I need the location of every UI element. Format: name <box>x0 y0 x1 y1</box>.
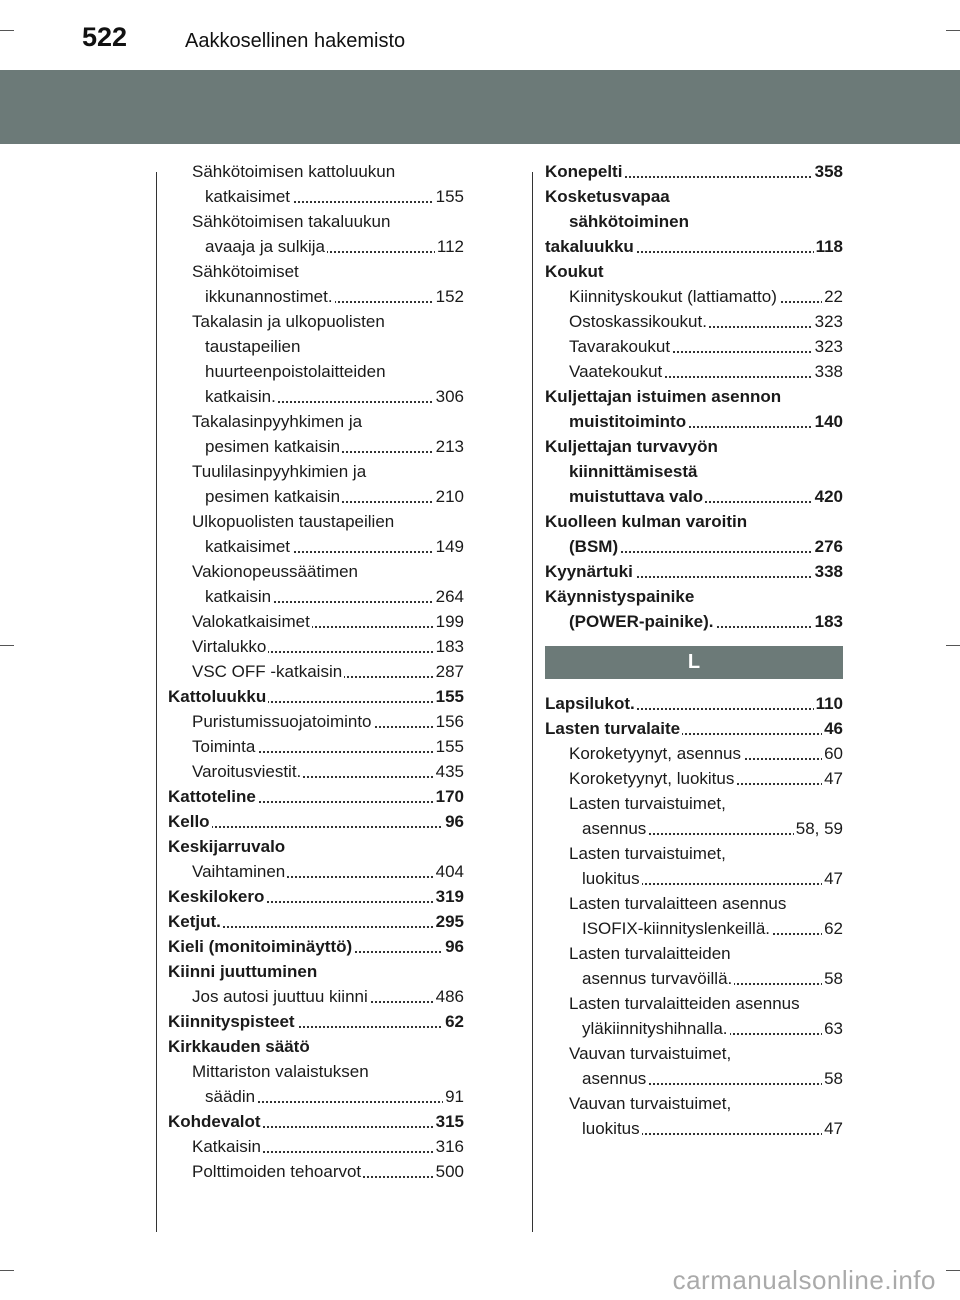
index-entry <box>205 234 464 259</box>
index-entry-label: Vakionopeussäätimen <box>192 562 359 581</box>
index-entry-label: pesimen katkaisin <box>205 487 341 506</box>
index-entry-page: 58 <box>822 1066 843 1091</box>
index-entry <box>168 1009 464 1034</box>
index-entry-label: Kattoteline <box>168 787 256 806</box>
index-entry-page: 183 <box>434 634 464 659</box>
index-entry-label: Kuljettajan istuimen asennon <box>545 387 782 406</box>
index-entry-page: 199 <box>434 609 464 634</box>
index-entry <box>205 534 464 559</box>
index-entry <box>569 284 843 309</box>
index-entry-page: 58, 59 <box>794 816 843 841</box>
index-entry-label: huurteenpoistolaitteiden <box>205 362 386 381</box>
index-entry <box>168 884 464 909</box>
index-entry-page: 47 <box>822 766 843 791</box>
index-entry-page: 155 <box>434 184 464 209</box>
index-group-k-continued <box>545 159 843 634</box>
right-divider <box>532 172 533 1232</box>
index-entry-label: Varoitusviestit. <box>192 762 302 781</box>
index-entry <box>569 484 843 509</box>
index-entry <box>168 1109 464 1134</box>
index-entry-page: 183 <box>813 609 843 634</box>
index-entry <box>192 859 464 884</box>
index-entry-label: Kiinni juuttuminen <box>168 962 318 981</box>
index-entry <box>168 934 464 959</box>
index-entry <box>192 209 464 234</box>
index-entry-page: 319 <box>434 884 464 909</box>
index-entry <box>168 834 464 859</box>
index-entry-page: 63 <box>822 1016 843 1041</box>
index-entry-page: 404 <box>434 859 464 884</box>
index-entry-page: 149 <box>434 534 464 559</box>
index-entry-label: katkaisimet <box>205 187 291 206</box>
index-entry-label: Sähkötoimisen kattoluukun <box>192 162 396 181</box>
index-entry-label: (POWER-painike). <box>569 612 714 631</box>
index-entry <box>192 159 464 184</box>
index-entry-label: katkaisin. <box>205 387 276 406</box>
index-entry-label: Kieli (monitoiminäyttö) <box>168 937 353 956</box>
index-entry-page: 47 <box>822 1116 843 1141</box>
index-entry <box>205 284 464 309</box>
index-entry <box>545 584 843 609</box>
dot-leader <box>168 826 464 828</box>
index-entry-label: Lasten turvalaitteen asennus <box>569 894 787 913</box>
index-entry <box>569 609 843 634</box>
index-entry <box>569 334 843 359</box>
index-entry <box>569 209 843 234</box>
index-entry-label: asennus <box>582 1069 647 1088</box>
index-entry-page: 287 <box>434 659 464 684</box>
index-entry-label: Valokatkaisimet <box>192 612 310 631</box>
index-entry-label: sähkötoiminen <box>569 212 689 231</box>
index-entry <box>545 509 843 534</box>
index-entry-label: Keskilokero <box>168 887 265 906</box>
index-entry <box>569 791 843 816</box>
index-entry <box>569 891 843 916</box>
index-entry-label: taustapeilien <box>205 337 301 356</box>
index-entry-label: ISOFIX-kiinnityslenkeillä. <box>582 919 771 938</box>
index-entry-page: 140 <box>813 409 843 434</box>
index-entry <box>192 409 464 434</box>
index-entry-page: 60 <box>822 741 843 766</box>
index-entry <box>569 841 843 866</box>
index-entry-label: (BSM) <box>569 537 619 556</box>
index-entry <box>545 716 843 741</box>
index-entry <box>205 334 464 359</box>
index-entry-page: 500 <box>434 1159 464 1184</box>
index-entry <box>569 459 843 484</box>
crop-mark <box>0 1270 14 1271</box>
index-entry-label: Konepelti <box>545 162 623 181</box>
index-entry-label: Sähkötoimisen takaluukun <box>192 212 391 231</box>
index-entry-page: 58 <box>822 966 843 991</box>
index-entry-label: yläkiinnityshihnalla. <box>582 1019 728 1038</box>
index-entry <box>545 434 843 459</box>
index-entry-label: säädin <box>205 1087 256 1106</box>
index-entry-page: 47 <box>822 866 843 891</box>
index-entry-label: Katkaisin <box>192 1137 261 1156</box>
index-entry-label: Lasten turvalaitteiden <box>569 944 731 963</box>
index-entry-label: Lasten turvaistuimet, <box>569 844 726 863</box>
index-entry <box>569 359 843 384</box>
index-entry <box>168 684 464 709</box>
index-entry-label: katkaisimet <box>205 537 291 556</box>
index-entry <box>192 759 464 784</box>
index-entry-page: 62 <box>443 1009 464 1034</box>
index-entry-page: 358 <box>813 159 843 184</box>
index-entry <box>582 1066 843 1091</box>
index-entry <box>569 309 843 334</box>
index-entry-label: Toiminta <box>192 737 256 756</box>
index-entry-page: 156 <box>434 709 464 734</box>
index-entry <box>545 159 843 184</box>
index-entry-label: Jos autosi juuttuu kiinni <box>192 987 368 1006</box>
index-column-right <box>545 159 843 1141</box>
index-entry <box>205 484 464 509</box>
index-entry-label: Kiinnityspisteet <box>168 1012 295 1031</box>
index-entry-page: 486 <box>434 984 464 1009</box>
index-entry-label: Vauvan turvaistuimet, <box>569 1094 732 1113</box>
index-entry <box>168 809 464 834</box>
index-entry-page: 91 <box>443 1084 464 1109</box>
index-entry <box>192 459 464 484</box>
index-entry <box>192 259 464 284</box>
index-entry <box>569 409 843 434</box>
index-entry-label: Takalasinpyyhkimen ja <box>192 412 363 431</box>
index-entry-page: 112 <box>435 234 464 259</box>
index-entry <box>205 384 464 409</box>
index-entry-label: Ulkopuolisten taustapeilien <box>192 512 395 531</box>
index-entry-page: 420 <box>813 484 843 509</box>
crop-mark <box>946 30 960 31</box>
index-entry-label: VSC OFF -katkaisin <box>192 662 343 681</box>
section-header-l: L <box>545 646 843 679</box>
index-entry <box>192 734 464 759</box>
index-entry-label: Lasten turvalaite <box>545 719 681 738</box>
index-entry-label: muistuttava valo <box>569 487 704 506</box>
index-entry-page: 62 <box>822 916 843 941</box>
index-entry <box>569 941 843 966</box>
index-entry-page: 46 <box>822 716 843 741</box>
index-entry <box>569 766 843 791</box>
index-entry-page: 276 <box>813 534 843 559</box>
index-entry <box>192 659 464 684</box>
index-entry-page: 96 <box>443 809 464 834</box>
index-entry <box>192 509 464 534</box>
index-entry <box>205 1084 464 1109</box>
index-entry <box>205 434 464 459</box>
index-entry-label: Kello <box>168 812 210 831</box>
index-entry <box>168 1034 464 1059</box>
index-entry-label: Ketjut. <box>168 912 221 931</box>
page-number: 522 <box>82 22 128 52</box>
index-entry <box>569 1091 843 1116</box>
index-entry <box>192 709 464 734</box>
index-entry-label: Vaihtaminen <box>192 862 286 881</box>
index-entry <box>569 991 843 1016</box>
index-entry-page: 118 <box>814 234 843 259</box>
index-entry-label: Sähkötoimiset <box>192 262 299 281</box>
index-entry-label: Kuljettajan turvavyön <box>545 437 718 456</box>
index-entry-page: 96 <box>443 934 464 959</box>
index-entry <box>168 959 464 984</box>
index-entry-label: Takalasin ja ulkopuolisten <box>192 312 385 331</box>
index-entry-label: luokitus <box>582 1119 640 1138</box>
index-entry-label: Koukut <box>545 262 604 281</box>
index-entry <box>582 816 843 841</box>
index-column-left <box>168 159 464 1184</box>
index-entry-label: Kohdevalot <box>168 1112 261 1131</box>
index-entry <box>582 1016 843 1041</box>
index-entry <box>582 1116 843 1141</box>
index-entry-label: Kattoluukku <box>168 687 267 706</box>
index-entry <box>192 634 464 659</box>
page-header <box>0 0 960 66</box>
index-entry <box>192 1059 464 1084</box>
index-entry-label: Kosketusvapaa <box>545 187 670 206</box>
index-entry-label: Koroketyynyt, luokitus <box>569 769 735 788</box>
index-entry-label: Tuulilasinpyyhkimien ja <box>192 462 367 481</box>
index-entry-label: Lapsilukot. <box>545 694 635 713</box>
index-entry-page: 323 <box>813 309 843 334</box>
index-entry <box>569 741 843 766</box>
crop-mark <box>946 1270 960 1271</box>
crop-mark <box>0 30 14 31</box>
index-entry-page: 155 <box>434 684 464 709</box>
index-entry-page: 22 <box>822 284 843 309</box>
index-entry <box>205 184 464 209</box>
index-entry-label: asennus <box>582 819 647 838</box>
index-entry-label: Lasten turvaistuimet, <box>569 794 726 813</box>
index-entry-page: 213 <box>434 434 464 459</box>
index-entry-page: 210 <box>434 484 464 509</box>
index-entry-label: muistitoiminto <box>569 412 687 431</box>
index-entry-label: Koroketyynyt, asennus <box>569 744 741 763</box>
index-entry-page: 264 <box>434 584 464 609</box>
index-entry-page: 295 <box>434 909 464 934</box>
index-entry <box>192 309 464 334</box>
index-entry <box>192 984 464 1009</box>
index-entry <box>545 184 843 209</box>
index-entry-label: Kiinnityskoukut (lattiamatto) <box>569 287 777 306</box>
index-entry-page: 170 <box>434 784 464 809</box>
index-entry <box>192 1134 464 1159</box>
index-entry-label: Virtalukko <box>192 637 267 656</box>
index-entry <box>168 909 464 934</box>
index-entry-label: Polttimoiden tehoarvot <box>192 1162 362 1181</box>
index-entry-page: 435 <box>434 759 464 784</box>
crop-mark <box>0 645 14 646</box>
index-entry-page: 155 <box>434 734 464 759</box>
index-entry <box>168 784 464 809</box>
index-entry-label: Kyynärtuki <box>545 562 633 581</box>
index-entry <box>545 691 843 716</box>
index-entry-page: 152 <box>434 284 464 309</box>
index-entry <box>192 1159 464 1184</box>
left-divider <box>156 172 157 1232</box>
page-title: Aakkosellinen hakemisto <box>185 30 406 52</box>
index-entry <box>569 534 843 559</box>
index-entry <box>205 584 464 609</box>
index-entry-label: Puristumissuojatoiminto <box>192 712 372 731</box>
index-entry-label: Vaatekoukut <box>569 362 663 381</box>
index-entry-page: 338 <box>813 359 843 384</box>
index-entry-label: Ostoskassikoukut. <box>569 312 707 331</box>
watermark: carmanualsonline.info <box>672 1265 936 1295</box>
index-entry-label: Kirkkauden säätö <box>168 1037 310 1056</box>
index-entry <box>192 609 464 634</box>
index-entry <box>545 384 843 409</box>
index-entry-label: Tavarakoukut <box>569 337 671 356</box>
index-entry-label: kiinnittämisestä <box>569 462 698 481</box>
index-entry <box>545 559 843 584</box>
index-entry-label: Käynnistyspainike <box>545 587 695 606</box>
index-entry-label: luokitus <box>582 869 640 888</box>
index-entry-label: takaluukku <box>545 237 634 256</box>
index-entry <box>545 234 843 259</box>
index-entry <box>545 259 843 284</box>
index-entry-page: 306 <box>434 384 464 409</box>
index-entry <box>205 359 464 384</box>
header-bar <box>0 70 960 144</box>
index-entry-label: Vauvan turvaistuimet, <box>569 1044 732 1063</box>
index-entry-label: Keskijarruvalo <box>168 837 286 856</box>
index-entry <box>582 866 843 891</box>
index-entry-label: Kuolleen kulman varoitin <box>545 512 748 531</box>
index-entry-label: asennus turvavöillä. <box>582 969 733 988</box>
index-group-l <box>545 691 843 1141</box>
index-entry <box>582 966 843 991</box>
index-entry <box>192 559 464 584</box>
index-entry-page: 110 <box>814 691 843 716</box>
index-entry-page: 315 <box>434 1109 464 1134</box>
index-entry-label: pesimen katkaisin <box>205 437 341 456</box>
index-entry-label: ikkunannostimet. <box>205 287 333 306</box>
index-entry-label: avaaja ja sulkija <box>205 237 326 256</box>
index-entry-label: Mittariston valaistuksen <box>192 1062 369 1081</box>
index-entry-page: 316 <box>434 1134 464 1159</box>
index-entry <box>582 916 843 941</box>
index-entry-page: 323 <box>813 334 843 359</box>
index-entry-page: 338 <box>813 559 843 584</box>
index-entry <box>569 1041 843 1066</box>
index-entry-label: katkaisin <box>205 587 272 606</box>
crop-mark <box>946 645 960 646</box>
index-entry-label: Lasten turvalaitteiden asennus <box>569 994 800 1013</box>
